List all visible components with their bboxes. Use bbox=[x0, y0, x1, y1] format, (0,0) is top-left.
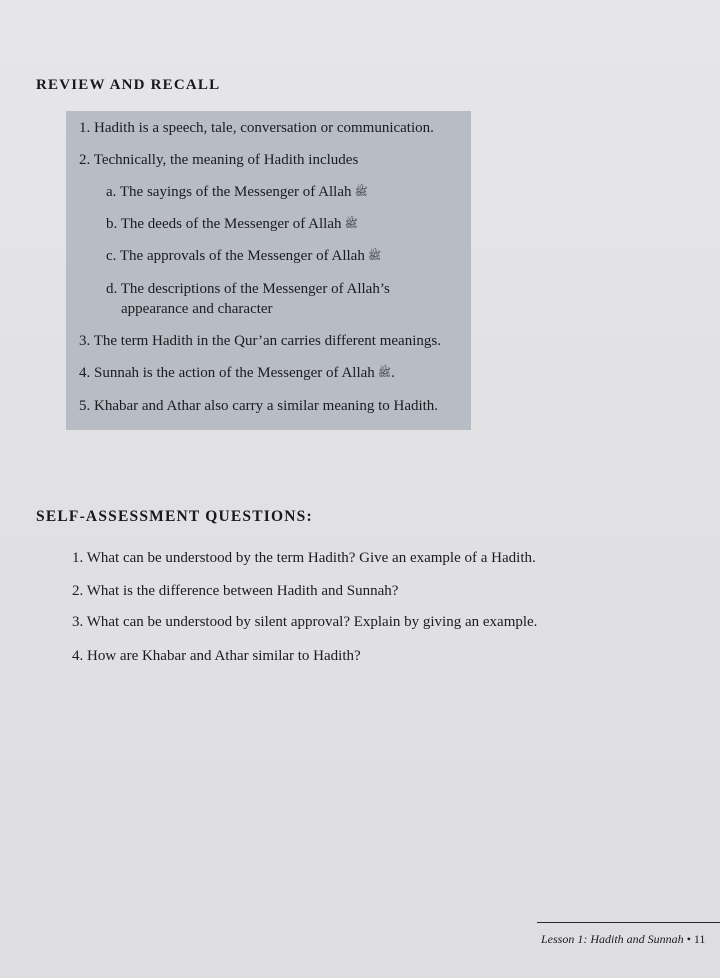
review-heading: REVIEW AND RECALL bbox=[36, 77, 221, 93]
peace-be-upon-him-icon: ﷺ bbox=[354, 186, 368, 198]
review-item-2a-text: a. The sayings of the Messenger of Allah bbox=[106, 184, 352, 200]
review-item-3: 3. The term Hadith in the Qur’an carries different meanings. bbox=[79, 333, 441, 349]
review-item-4-text: 4. Sunnah is the action of the Messenger of Allah bbox=[79, 365, 375, 381]
question-1: 1. What can be understood by the term Hadith? Give an example of a Hadith. bbox=[72, 550, 536, 566]
review-item-1: 1. Hadith is a speech, tale, conversation or communication. bbox=[79, 120, 434, 136]
review-item-2a bbox=[106, 182, 368, 203]
page-footer bbox=[541, 932, 705, 947]
footer-lesson-title: Lesson 1: Hadith and Sunnah • bbox=[541, 932, 691, 946]
question-3: 3. What can be understood by silent approval? Explain by giving an example. bbox=[72, 614, 538, 630]
page-number: 11 bbox=[693, 932, 706, 946]
footer-rule bbox=[537, 922, 720, 923]
peace-be-upon-him-icon: ﷺ bbox=[377, 367, 392, 379]
review-item-4-period: . bbox=[391, 365, 395, 381]
review-item-2c-text: c. The approvals of the Messenger of Allah bbox=[106, 248, 365, 264]
review-item-2b bbox=[106, 214, 358, 235]
question-4: 4. How are Khabar and Athar similar to Hadith? bbox=[72, 648, 361, 664]
peace-be-upon-him-icon: ﷺ bbox=[344, 218, 358, 230]
review-item-2: 2. Technically, the meaning of Hadith includes bbox=[79, 152, 359, 168]
review-item-2d-continued: appearance and character bbox=[121, 301, 273, 317]
self-assessment-heading: SELF-ASSESSMENT QUESTIONS: bbox=[36, 508, 313, 525]
review-item-2d: d. The descriptions of the Messenger of Allah’s bbox=[106, 281, 390, 297]
review-item-2b-text: b. The deeds of the Messenger of Allah bbox=[106, 216, 342, 232]
review-item-5: 5. Khabar and Athar also carry a similar meaning to Hadith. bbox=[79, 398, 439, 414]
peace-be-upon-him-icon: ﷺ bbox=[367, 250, 382, 262]
review-item-2c bbox=[106, 246, 381, 267]
review-item-4 bbox=[79, 363, 395, 384]
question-2: 2. What is the difference between Hadith and Sunnah? bbox=[72, 583, 399, 599]
